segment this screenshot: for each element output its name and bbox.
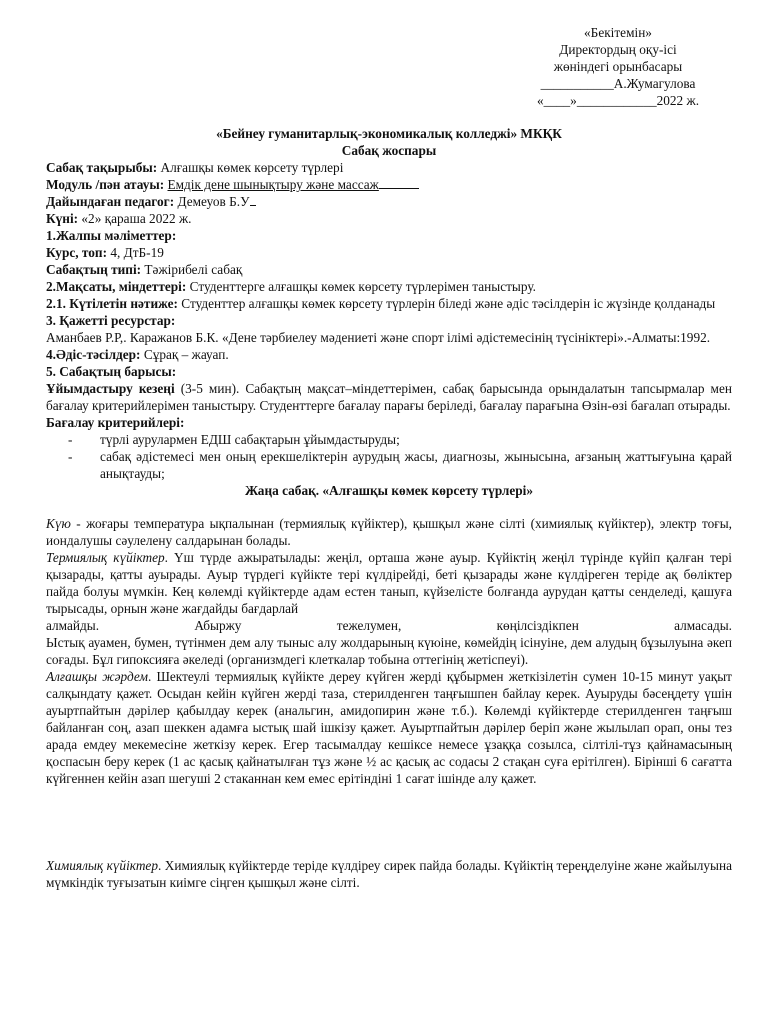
list-dash: - xyxy=(68,432,73,447)
word: алмайды. xyxy=(46,618,100,633)
goals-value: Студенттерге алғашқы көмек көрсету түрлерімен таныстыру. xyxy=(186,279,536,294)
course-value: 4, ДтБ-19 xyxy=(107,245,164,260)
thermal-text: . Үш түрде ажыратылады: жеңіл, орташа және ауыр. Күйіктің жеңіл түрінде күйіп қалған тері қызарады, қатты ауырады. Ауыр түрдегі күйікте тері күлдірейді, беті қызарады және күлдіреген теріде ақ бөліктер пайда болуы мүмкін. Кең көлемді күйіктерде адам естен танып, күйзелісте болғанда аурудан қатты сенделеді, қашуға тырысады, орнын және жағдайды бағдарлай xyxy=(46,550,732,616)
course-label: Курс, топ: xyxy=(46,245,107,260)
teacher-line xyxy=(46,193,732,210)
burn-term: Күю xyxy=(46,516,71,531)
org-label: Ұйымдастыру кезеңі xyxy=(46,381,175,396)
thermal-term: Термиялық күйіктер xyxy=(46,550,165,565)
thermal-paragraph xyxy=(46,549,732,617)
first-aid-text: . Шектеулі термиялық күйікте дереу күйген жерді құбырмен жеткізілетін сумен 10-15 минут уақыт салқындату қажет. Осыдан кейін күйген жерді таза, стерилденген таңғышпен байлау керек. Ауыруды бәсеңдету үшін ауыртпайтын дәрілер қабылдау керек (анальгин, амидопирин және т.б.). Көлемді күйіктерде стерилденген таңғыш байланған соң, азап шеккен адамға ыстық шай ішкізу қажет. Ауыртпайтын дәрілер беріп және жылылап орап, оны тез арада емдеу мекемесіне жеткізу керек. Егер тасымалдау кешіксе немесе ұзаққа созылса, сілтілі-тұз қайнамасының қоспасын беру керек (1 ас қасық қайнатылған тұз және ½ ас қасық ас содасы 2 стақан суға ерітілген). Бірінші 6 сағатта күйгеннен кейін азап шегуші 2 стаканнан кем емес ерітіндіні 1 сағат ішінде алу қажет. xyxy=(46,669,732,786)
course-line xyxy=(46,244,732,261)
word: алмасады. xyxy=(674,618,732,633)
word: көңілсіздікпен xyxy=(496,618,579,633)
methods-line xyxy=(46,346,732,363)
lesson-type-line xyxy=(46,261,732,278)
org-value: (3-5 мин). Сабақтың мақсат–міндеттерімен, сабақ барысында орындалатын тапсырмалар мен бағалау критерийлерімен таныстыру. Студенттерге бағалау парағы беріледі, бағалау парағына Өзін-өзі бағалап отырады. xyxy=(46,381,732,413)
underline-blank xyxy=(379,176,419,189)
first-aid-paragraph xyxy=(46,668,732,787)
underline-blank xyxy=(250,193,256,206)
topic-line xyxy=(46,159,732,176)
module-label: Модуль /пән атауы: xyxy=(46,177,165,192)
list-item xyxy=(68,448,732,482)
topic-value: Алғашқы көмек көрсету түрлері xyxy=(157,160,344,175)
thermal-last-line xyxy=(46,617,732,634)
list-item-text: сабақ әдістемесі мен оның ерекшеліктерін аурудың жасы, диагнозы, жынысына, ағзаның жаттығуына қарай анықтауды; xyxy=(100,449,732,481)
new-lesson-heading: Жаңа сабақ. «Алғашқы көмек көрсету түрлері» xyxy=(244,483,533,498)
general-heading: 1.Жалпы мәліметтер: xyxy=(46,228,177,243)
list-item xyxy=(68,431,732,448)
approval-line: «Бекітемін» xyxy=(584,25,652,40)
college-name: «Бейнеу гуманитарлық-экономикалық колледжі» МКҚК xyxy=(216,126,562,141)
goals-line xyxy=(46,278,732,295)
date-line xyxy=(46,210,732,227)
resource-paragraph: Аманбаев Р.Р,. Каражанов Б.К. «Дене тәрбиелеу мәдениеті және спорт ілімі әдістемесінің түсініктері».-Алматы:1992. xyxy=(46,330,711,345)
teacher-label: Дайындаған педагог: xyxy=(46,194,175,209)
outcome-value: Студенттер алғашқы көмек көрсету түрлерін біледі және әдіс тәсілдерін іс жүзінде қолданады xyxy=(177,296,716,311)
approval-block xyxy=(478,24,758,109)
chemical-term: Химиялық күйіктер xyxy=(46,858,158,873)
spacer xyxy=(46,787,732,857)
progress-heading: 5. Сабақтың барысы: xyxy=(46,364,177,379)
document-title: Сабақ жоспары xyxy=(341,143,437,158)
module-line xyxy=(46,176,732,193)
org-paragraph xyxy=(46,380,732,414)
date-value: «2» қараша 2022 ж. xyxy=(78,211,192,226)
thermal-paragraph-2: Ыстық ауамен, бумен, түтінмен дем алу тыныс алу жолдарының күюіне, көмейдің ісінуіне, дем алудың бұзылуына әкеп соғады. Бұл гипоксияға әкеледі (организмдегі клеткалар тобына оттегінің жетіспеуі). xyxy=(46,635,732,667)
lesson-type-value: Тәжірибелі сабақ xyxy=(141,262,243,277)
list-dash: - xyxy=(68,449,73,464)
module-value: Емдік дене шынықтыру және массаж xyxy=(167,177,379,192)
methods-label: 4.Әдіс-тәсілдер: xyxy=(46,347,141,362)
spacer xyxy=(46,499,732,515)
date-label: Күні: xyxy=(46,211,79,226)
outcome-label: 2.1. Күтілетін нәтиже: xyxy=(46,296,178,311)
chemical-text: . Химиялық күйіктерде теріде күлдіреу сирек пайда болады. Күйіктің тереңделуіне және жайылуына мүмкіндік туғызатын киімге сіңген қышқыл және сілті. xyxy=(46,858,732,890)
burn-text: - жоғары температура ықпалынан (термиялық күйіктер), қышқыл және сілті (химиялық күйіктер), электр тоғы, иондалушы сәулелену салдарынан болады. xyxy=(46,516,732,548)
word: тежелумен, xyxy=(336,618,402,633)
approval-date-line: «____»____________2022 ж. xyxy=(536,93,700,108)
word: Абыржу xyxy=(194,618,242,633)
outcome-paragraph xyxy=(46,295,732,312)
chemical-paragraph xyxy=(46,857,732,891)
lesson-type-label: Сабақтың типі: xyxy=(46,262,142,277)
approval-line: жөніндегі орынбасары xyxy=(553,59,683,74)
list-item-text: түрлі аурулармен ЕДШ сабақтарын ұйымдастыруды; xyxy=(100,432,400,447)
first-aid-term: Алғашқы жәрдем xyxy=(46,669,148,684)
topic-label: Сабақ тақырыбы: xyxy=(46,160,158,175)
burn-paragraph xyxy=(46,515,732,549)
methods-value: Сұрақ – жауап. xyxy=(140,347,229,362)
goals-label: 2.Мақсаты, міндеттері: xyxy=(46,279,187,294)
criteria-list xyxy=(46,431,732,482)
teacher-value: Демеуов Б.У xyxy=(174,194,250,209)
approval-line: Директордың оқу-ісі xyxy=(559,42,677,57)
resource-heading: 3. Қажетті ресурстар: xyxy=(46,313,176,328)
approval-signature-line: ___________А.Жумагулова xyxy=(540,76,696,91)
criteria-heading: Бағалау критерийлері: xyxy=(46,415,185,430)
